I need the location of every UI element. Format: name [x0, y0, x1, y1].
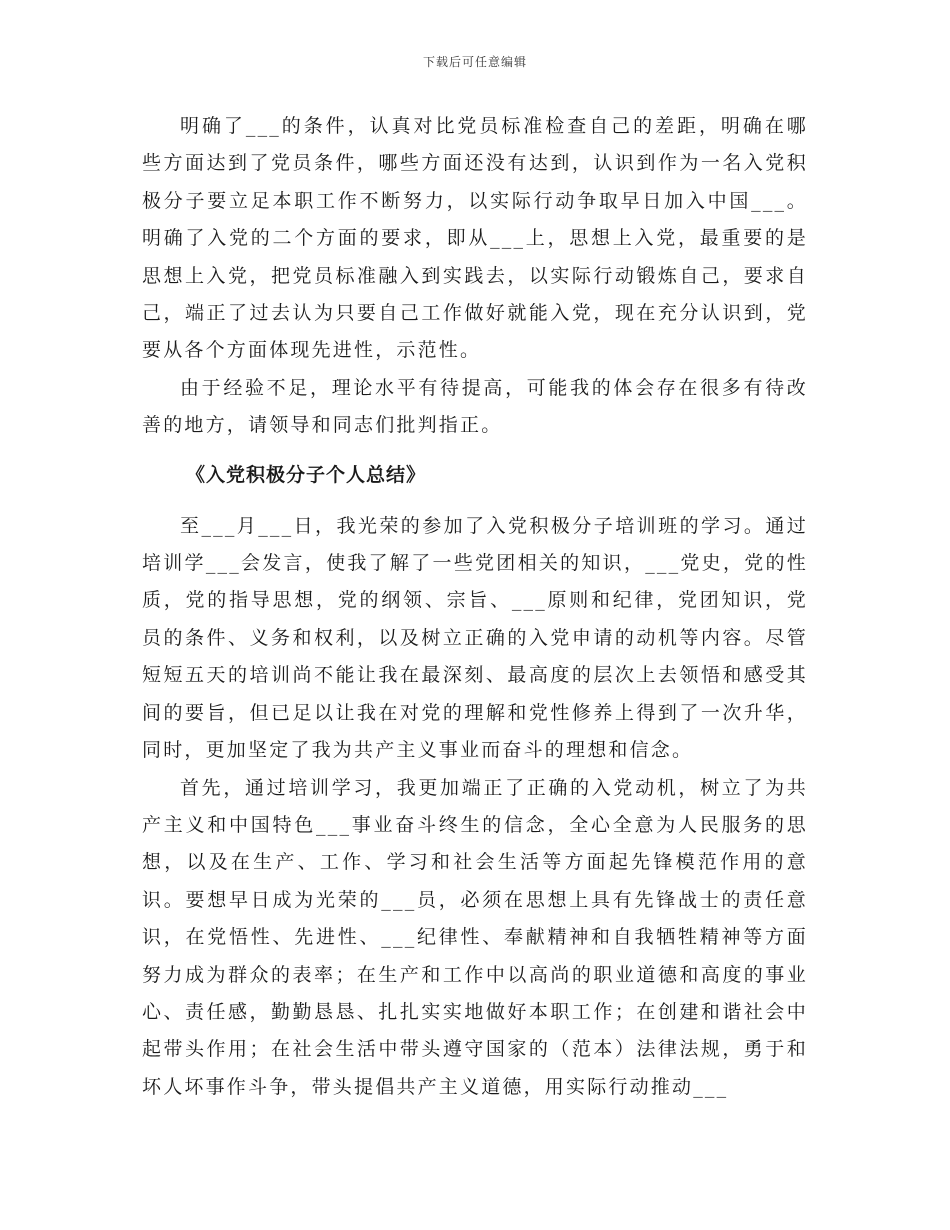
paragraph-3: 至___月___日，我光荣的参加了入党积极分子培训班的学习。通过培训学___会发言，使我了解了一些党团相关的知识，___党史，党的性质，党的指导思想，党的纲领、宗旨、___原则和纪律，党团知识，党员的条件、义务和权利，以及树立正确的入党申请的动机等内容。尽管短短五天的培训尚不能让我在最深刻、最高度的层次上去领悟和感受其间的要旨，但已足以让我在对党的理解和党性修养上得到了一次升华，同时，更加坚定了我为共产主义事业而奋斗的理想和信念。: [142, 514, 808, 762]
section-title: 《入党积极分子个人总结》: [186, 463, 427, 486]
page-header-note: 下载后可任意编辑: [422, 55, 527, 69]
document-body: [142, 108, 808, 1106]
paragraph-1: 明确了___的条件，认真对比党员标准检查自己的差距，明确在哪些方面达到了党员条件，哪些方面还没有达到，认识到作为一名入党积极分子要立足本职工作不断努力，以实际行动争取早日加入中国___。明确了入党的二个方面的要求，即从___上，思想上入党，最重要的是思想上入党，把党员标准融入到实践去，以实际行动锻炼自己，要求自己，端正了过去认为只要自己工作做好就能入党，现在充分认识到，党要从各个方面体现先进性，示范性。: [142, 115, 808, 362]
paragraph-2: 由于经验不足，理论水平有待提高，可能我的体会存在很多有待改善的地方，请领导和同志们批判指正。: [142, 376, 808, 437]
paragraph-4: 首先，通过培训学习，我更加端正了正确的入党动机，树立了为共产主义和中国特色___事业奋斗终生的信念，全心全意为人民服务的思想，以及在生产、工作、学习和社会生活等方面起先锋模范作用的意识。要想早日成为光荣的___员，必须在思想上具有先锋战士的责任意识，在党悟性、先进性、___纪律性、奉献精神和自我牺牲精神等方面努力成为群众的表率；在生产和工作中以高尚的职业道德和高度的事业心、责任感，勤勤恳恳、扎扎实实地做好本职工作；在创建和谐社会中起带头作用；在社会生活中带头遵守国家的（范本）法律法规，勇于和坏人坏事作斗争，带头提倡共产主义道德，用实际行动推动___: [142, 776, 808, 1098]
